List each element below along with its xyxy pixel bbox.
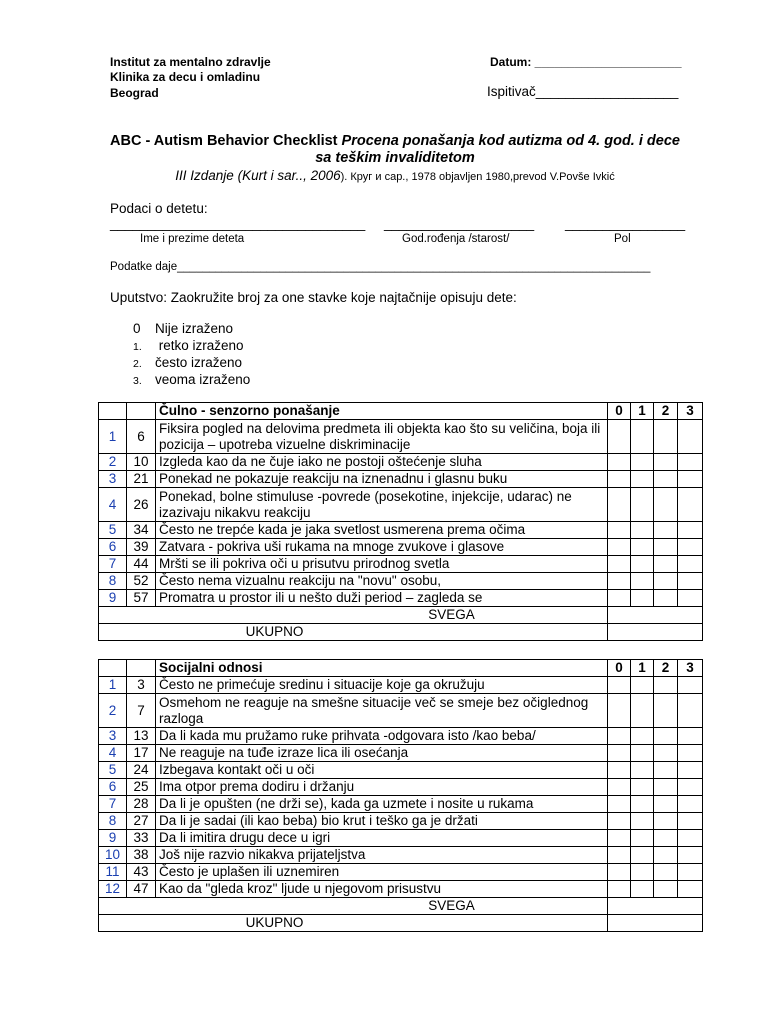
title-italic: Procena ponašanja kod autizma od 4. god. i dece sa teškim invaliditetom — [315, 133, 680, 166]
subtotal-row — [99, 898, 703, 915]
score-cell[interactable] — [678, 847, 703, 864]
score-header: 1 — [631, 660, 654, 677]
score-cell[interactable] — [654, 847, 678, 864]
row-number: 7 — [99, 556, 127, 573]
score-cell[interactable] — [678, 539, 703, 556]
item-text: Osmehom ne reaguje na smešne situacije več se smeje bez očiglednog razloga — [156, 694, 608, 728]
score-cell[interactable] — [608, 796, 631, 813]
score-cell[interactable] — [608, 488, 631, 522]
child-info-heading: Podaci o detetu: — [110, 201, 208, 216]
item-text: Ponekad ne pokazuje reakciju na iznenadnu i glasnu buku — [156, 471, 608, 488]
score-cell[interactable] — [631, 420, 654, 454]
social-relations-table — [98, 659, 703, 932]
score-cell[interactable] — [678, 556, 703, 573]
score-cell[interactable] — [608, 745, 631, 762]
table-header-row — [99, 403, 703, 420]
item-number: 3 — [127, 677, 156, 694]
row-number: 6 — [99, 539, 127, 556]
score-cell[interactable] — [678, 830, 703, 847]
score-cell[interactable] — [654, 573, 678, 590]
score-cell[interactable] — [678, 796, 703, 813]
score-header: 0 — [608, 660, 631, 677]
score-cell[interactable] — [678, 813, 703, 830]
table-row — [99, 864, 703, 881]
score-cell[interactable] — [654, 522, 678, 539]
row-number: 5 — [99, 522, 127, 539]
item-number: 17 — [127, 745, 156, 762]
title-bold: ABC - Autism Behavior Checklist — [110, 133, 338, 149]
item-number: 13 — [127, 728, 156, 745]
section-title: Socijalni odnosi — [156, 660, 608, 677]
score-cell[interactable] — [678, 694, 703, 728]
row-number: 8 — [99, 813, 127, 830]
item-number: 28 — [127, 796, 156, 813]
score-cell[interactable] — [678, 488, 703, 522]
subtotal-cell[interactable] — [608, 898, 703, 915]
item-text: Promatra u prostor ili u nešto duži period – zagleda se — [156, 590, 608, 607]
score-cell[interactable] — [654, 556, 678, 573]
score-cell[interactable] — [608, 677, 631, 694]
table-row — [99, 881, 703, 898]
score-cell[interactable] — [608, 779, 631, 796]
row-number: 4 — [99, 745, 127, 762]
item-number: 10 — [127, 454, 156, 471]
score-cell[interactable] — [678, 881, 703, 898]
row-number: 9 — [99, 590, 127, 607]
score-cell[interactable] — [608, 813, 631, 830]
item-text: Fiksira pogled na delovima predmeta ili objekta kao što su veličina, boja ili pozicija – upotreba vizuelne diskriminacije — [156, 420, 608, 454]
score-cell[interactable] — [654, 420, 678, 454]
score-cell[interactable] — [654, 830, 678, 847]
score-cell[interactable] — [678, 864, 703, 881]
table-row — [99, 488, 703, 522]
score-cell[interactable] — [608, 556, 631, 573]
row-number: 4 — [99, 488, 127, 522]
item-text: Često ne primećuje sredinu i situacije koje ga okružuju — [156, 677, 608, 694]
item-number: 25 — [127, 779, 156, 796]
examiner-field: Ispitivač___________________ — [487, 84, 679, 99]
score-cell[interactable] — [608, 573, 631, 590]
score-cell[interactable] — [678, 728, 703, 745]
total-row — [99, 915, 703, 932]
score-cell[interactable] — [654, 488, 678, 522]
total-label: UKUPNO — [99, 915, 608, 932]
item-number: 52 — [127, 573, 156, 590]
score-cell[interactable] — [608, 471, 631, 488]
total-cell[interactable] — [608, 915, 703, 932]
item-number: 7 — [127, 694, 156, 728]
score-cell[interactable] — [631, 556, 654, 573]
name-line: __________________________________ — [110, 216, 366, 231]
score-cell[interactable] — [654, 677, 678, 694]
score-cell[interactable] — [631, 830, 654, 847]
total-cell[interactable] — [608, 624, 703, 641]
sensory-behavior-table — [98, 402, 703, 641]
score-cell[interactable] — [631, 847, 654, 864]
edition-italic: III Izdanje (Kurt i sar.., 2006 — [175, 168, 341, 183]
total-row — [99, 624, 703, 641]
score-header: 1 — [631, 403, 654, 420]
score-header: 3 — [678, 403, 703, 420]
item-text: Zatvara - pokriva uši rukama na mnoge zvukove i glasove — [156, 539, 608, 556]
score-cell[interactable] — [608, 694, 631, 728]
score-cell[interactable] — [631, 454, 654, 471]
item-text: Da li imitira drugu dece u igri — [156, 830, 608, 847]
table-row — [99, 556, 703, 573]
table-row — [99, 728, 703, 745]
city-name: Beograd — [110, 86, 159, 100]
score-cell[interactable] — [654, 454, 678, 471]
edition-line — [100, 168, 690, 183]
score-cell[interactable] — [654, 539, 678, 556]
item-number: 26 — [127, 488, 156, 522]
score-cell[interactable] — [608, 830, 631, 847]
score-cell[interactable] — [631, 762, 654, 779]
institute-name: Institut za mentalno zdravlje — [110, 55, 271, 69]
score-cell[interactable] — [631, 471, 654, 488]
section-title: Čulno - senzorno ponašanje — [156, 403, 608, 420]
table-row — [99, 796, 703, 813]
row-number: 8 — [99, 573, 127, 590]
score-cell[interactable] — [678, 677, 703, 694]
score-cell[interactable] — [631, 881, 654, 898]
instructions-text: Uputstvo: Zaokružite broj za one stavke koje najtačnije opisuju dete: — [110, 290, 517, 305]
item-text: Izbegava kontakt oči u oči — [156, 762, 608, 779]
row-number: 1 — [99, 420, 127, 454]
table-row — [99, 779, 703, 796]
row-number: 3 — [99, 728, 127, 745]
edition-rest: ). Круг и сар., 1978 objavljen 1980,prevod V.Povše Ivkić — [340, 171, 615, 183]
level-2: 2. često izraženo — [133, 355, 243, 370]
score-cell[interactable] — [631, 573, 654, 590]
item-number: 39 — [127, 539, 156, 556]
score-cell[interactable] — [631, 864, 654, 881]
row-number: 12 — [99, 881, 127, 898]
score-header: 2 — [654, 660, 678, 677]
item-text: Da li kada mu pružamo ruke prihvata -odgovara isto /kao beba/ — [156, 728, 608, 745]
item-number: 24 — [127, 762, 156, 779]
score-cell[interactable] — [678, 779, 703, 796]
score-cell[interactable] — [654, 471, 678, 488]
score-cell[interactable] — [654, 864, 678, 881]
document-title — [100, 133, 690, 167]
score-cell[interactable] — [631, 745, 654, 762]
score-cell[interactable] — [608, 847, 631, 864]
score-cell[interactable] — [631, 590, 654, 607]
sex-label: Pol — [614, 233, 631, 245]
score-cell[interactable] — [654, 813, 678, 830]
row-number: 5 — [99, 762, 127, 779]
item-number: 27 — [127, 813, 156, 830]
score-cell[interactable] — [608, 864, 631, 881]
score-cell[interactable] — [631, 728, 654, 745]
score-cell[interactable] — [608, 728, 631, 745]
score-cell[interactable] — [608, 590, 631, 607]
row-number: 7 — [99, 796, 127, 813]
item-text: Često ne trepće kada je jaka svetlost usmerena prema očima — [156, 522, 608, 539]
row-number: 11 — [99, 864, 127, 881]
item-text: Često je uplašen ili uznemiren — [156, 864, 608, 881]
level-1: 1. retko izraženo — [133, 338, 244, 353]
table-row — [99, 677, 703, 694]
score-cell[interactable] — [631, 779, 654, 796]
row-number: 9 — [99, 830, 127, 847]
score-cell[interactable] — [654, 779, 678, 796]
table-row — [99, 454, 703, 471]
item-text: Da li je opušten (ne drži se), kada ga uzmete i nosite u rukama — [156, 796, 608, 813]
item-text: Ponekad, bolne stimuluse -povrede (posekotine, injekcije, udarac) ne izazivaju nikakvu reakciju — [156, 488, 608, 522]
item-number: 33 — [127, 830, 156, 847]
score-cell[interactable] — [608, 762, 631, 779]
item-text: Kao da "gleda kroz" ljude u njegovom prisustvu — [156, 881, 608, 898]
level-3: 3. veoma izraženo — [133, 372, 251, 387]
date-field: Datum: ______________________ — [490, 55, 682, 69]
row-number: 10 — [99, 847, 127, 864]
item-text: Da li je sadai (ili kao beba) bio krut i teško ga je držati — [156, 813, 608, 830]
score-header: 3 — [678, 660, 703, 677]
row-number: 6 — [99, 779, 127, 796]
clinic-name: Klinika za decu i omladinu — [110, 70, 261, 84]
level-0: 0 Nije izraženo — [133, 321, 234, 336]
score-header: 2 — [654, 403, 678, 420]
score-cell[interactable] — [654, 590, 678, 607]
table-row — [99, 762, 703, 779]
score-cell[interactable] — [678, 762, 703, 779]
subtotal-row — [99, 607, 703, 624]
table-row — [99, 847, 703, 864]
row-number: 1 — [99, 677, 127, 694]
item-text: Još nije razvio nikakva prijateljstva — [156, 847, 608, 864]
subtotal-cell[interactable] — [608, 607, 703, 624]
score-cell[interactable] — [631, 522, 654, 539]
score-cell[interactable] — [608, 420, 631, 454]
score-cell[interactable] — [631, 796, 654, 813]
score-cell[interactable] — [678, 420, 703, 454]
score-cell[interactable] — [654, 694, 678, 728]
row-number: 3 — [99, 471, 127, 488]
table-row — [99, 830, 703, 847]
table-row — [99, 573, 703, 590]
table-row — [99, 522, 703, 539]
score-cell[interactable] — [654, 796, 678, 813]
table-row — [99, 745, 703, 762]
score-cell[interactable] — [631, 694, 654, 728]
score-cell[interactable] — [631, 539, 654, 556]
score-cell[interactable] — [678, 745, 703, 762]
item-text: Često nema vizualnu reakciju na "novu" osobu, — [156, 573, 608, 590]
table-row — [99, 420, 703, 454]
score-cell[interactable] — [654, 728, 678, 745]
table-header-row — [99, 660, 703, 677]
table-row — [99, 813, 703, 830]
item-number: 38 — [127, 847, 156, 864]
score-cell[interactable] — [678, 471, 703, 488]
item-number: 57 — [127, 590, 156, 607]
dob-line: ____________________ — [384, 216, 535, 231]
subtotal-label: SVEGA — [99, 607, 608, 624]
score-cell[interactable] — [678, 522, 703, 539]
score-header: 0 — [608, 403, 631, 420]
score-cell[interactable] — [654, 762, 678, 779]
item-number: 47 — [127, 881, 156, 898]
score-cell[interactable] — [678, 454, 703, 471]
score-cell[interactable] — [654, 745, 678, 762]
score-cell[interactable] — [631, 813, 654, 830]
item-number: 44 — [127, 556, 156, 573]
score-cell[interactable] — [608, 881, 631, 898]
table-row — [99, 590, 703, 607]
score-cell[interactable] — [608, 539, 631, 556]
item-number: 34 — [127, 522, 156, 539]
sex-line: ________________ — [565, 216, 686, 231]
subtotal-label: SVEGA — [99, 898, 608, 915]
score-cell[interactable] — [608, 522, 631, 539]
score-cell[interactable] — [678, 590, 703, 607]
table-row — [99, 539, 703, 556]
score-cell[interactable] — [654, 881, 678, 898]
item-text: Ne reaguje na tuđe izraze lica ili osećanja — [156, 745, 608, 762]
score-cell[interactable] — [631, 677, 654, 694]
row-number: 2 — [99, 454, 127, 471]
score-cell[interactable] — [608, 454, 631, 471]
row-number: 2 — [99, 694, 127, 728]
item-text: Izgleda kao da ne čuje iako ne postoji oštećenje sluha — [156, 454, 608, 471]
score-cell[interactable] — [678, 573, 703, 590]
name-label: Ime i prezime deteta — [140, 233, 245, 245]
score-cell[interactable] — [631, 488, 654, 522]
table-row — [99, 471, 703, 488]
total-label: UKUPNO — [99, 624, 608, 641]
item-number: 6 — [127, 420, 156, 454]
informant-line: Podatke daje__________________________________________________________________________ — [110, 261, 651, 273]
item-text: Ima otpor prema dodiru i držanju — [156, 779, 608, 796]
item-text: Mršti se ili pokriva oči u prisutvu prirodnog svetla — [156, 556, 608, 573]
item-number: 43 — [127, 864, 156, 881]
item-number: 21 — [127, 471, 156, 488]
dob-label: God.rođenja /starost/ — [402, 233, 510, 245]
table-row — [99, 694, 703, 728]
